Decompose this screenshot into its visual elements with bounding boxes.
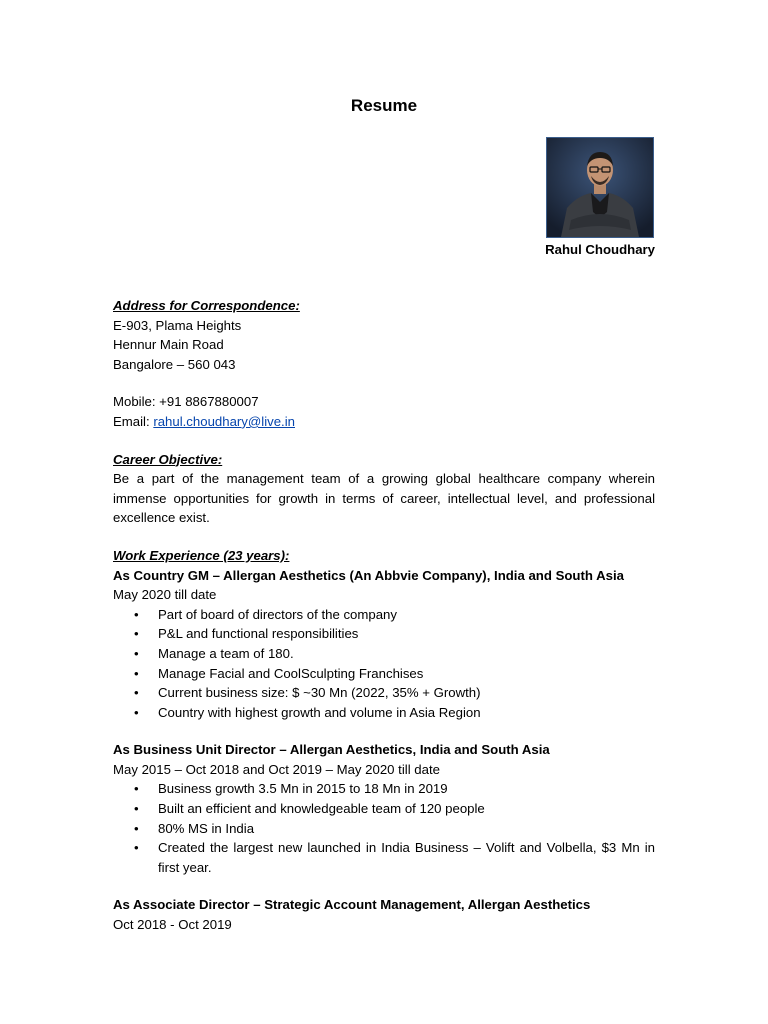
profile-photo-illustration bbox=[547, 138, 653, 237]
address-line-2: Hennur Main Road bbox=[113, 337, 224, 353]
address-line-3: Bangalore – 560 043 bbox=[113, 356, 236, 372]
bullet-icon: • bbox=[134, 626, 139, 642]
list-item: • Part of board of directors of the company bbox=[113, 605, 655, 625]
bullet-icon: • bbox=[134, 781, 139, 797]
job-period: May 2020 till date bbox=[113, 587, 217, 603]
page-title: Resume bbox=[350, 96, 418, 115]
list-item: • Current business size: $ ~30 Mn (2022, 35% + Growth) bbox=[113, 683, 655, 703]
address-section bbox=[113, 296, 655, 432]
bullet-icon: • bbox=[134, 645, 139, 661]
resume-body bbox=[113, 296, 655, 935]
list-item: • Manage Facial and CoolSculpting Franchises bbox=[113, 664, 655, 684]
email-link[interactable]: rahul.choudhary@live.in bbox=[153, 413, 295, 429]
career-objective-text: Be a part of the management team of a growing global healthcare company wherein immense opportunities for growth in terms of career, intellectual level, and professional excellence exist. bbox=[113, 471, 655, 526]
list-item: • Country with highest growth and volume in Asia Region bbox=[113, 703, 655, 723]
job-period: Oct 2018 - Oct 2019 bbox=[113, 917, 232, 933]
profile-photo bbox=[546, 137, 654, 238]
list-item: • 80% MS in India bbox=[113, 819, 655, 839]
bullet-icon: • bbox=[134, 606, 139, 622]
job-entry bbox=[113, 740, 655, 877]
list-item: • Created the largest new launched in India Business – Volift and Volbella, $3 Mn in first year. bbox=[134, 840, 655, 875]
mobile-number: Mobile: +91 8867880007 bbox=[113, 394, 259, 410]
list-item: • Manage a team of 180. bbox=[113, 644, 655, 664]
address-line-1: E-903, Plama Heights bbox=[113, 317, 242, 333]
job-responsibilities bbox=[113, 779, 655, 877]
address-heading: Address for Correspondence: bbox=[113, 298, 300, 313]
email-label: Email: bbox=[113, 413, 154, 429]
work-experience-section bbox=[113, 546, 655, 935]
job-entry bbox=[113, 895, 655, 934]
bullet-icon: • bbox=[134, 820, 139, 836]
job-entry bbox=[113, 566, 655, 723]
bullet-icon: • bbox=[134, 685, 139, 701]
candidate-name: Rahul Choudhary bbox=[545, 242, 655, 257]
job-title: As Country GM – Allergan Aesthetics (An Abbvie Company), India and South Asia bbox=[113, 567, 624, 583]
bullet-icon: • bbox=[134, 801, 139, 817]
bullet-icon: • bbox=[134, 840, 139, 856]
bullet-icon: • bbox=[134, 704, 139, 720]
job-title: As Business Unit Director – Allergan Aesthetics, India and South Asia bbox=[113, 742, 550, 758]
work-experience-heading: Work Experience (23 years): bbox=[113, 547, 290, 563]
job-responsibilities bbox=[113, 605, 655, 723]
list-item: • Business growth 3.5 Mn in 2015 to 18 Mn in 2019 bbox=[113, 779, 655, 799]
email-line bbox=[113, 412, 655, 432]
career-objective-heading: Career Objective: bbox=[113, 451, 223, 467]
bullet-icon: • bbox=[134, 665, 139, 681]
career-objective-section bbox=[113, 450, 655, 528]
list-item: • Built an efficient and knowledgeable team of 120 people bbox=[113, 799, 655, 819]
list-item: • P&L and functional responsibilities bbox=[113, 624, 655, 644]
job-title: As Associate Director – Strategic Account Management, Allergan Aesthetics bbox=[113, 897, 591, 913]
job-period: May 2015 – Oct 2018 and Oct 2019 – May 2020 till date bbox=[113, 761, 440, 777]
